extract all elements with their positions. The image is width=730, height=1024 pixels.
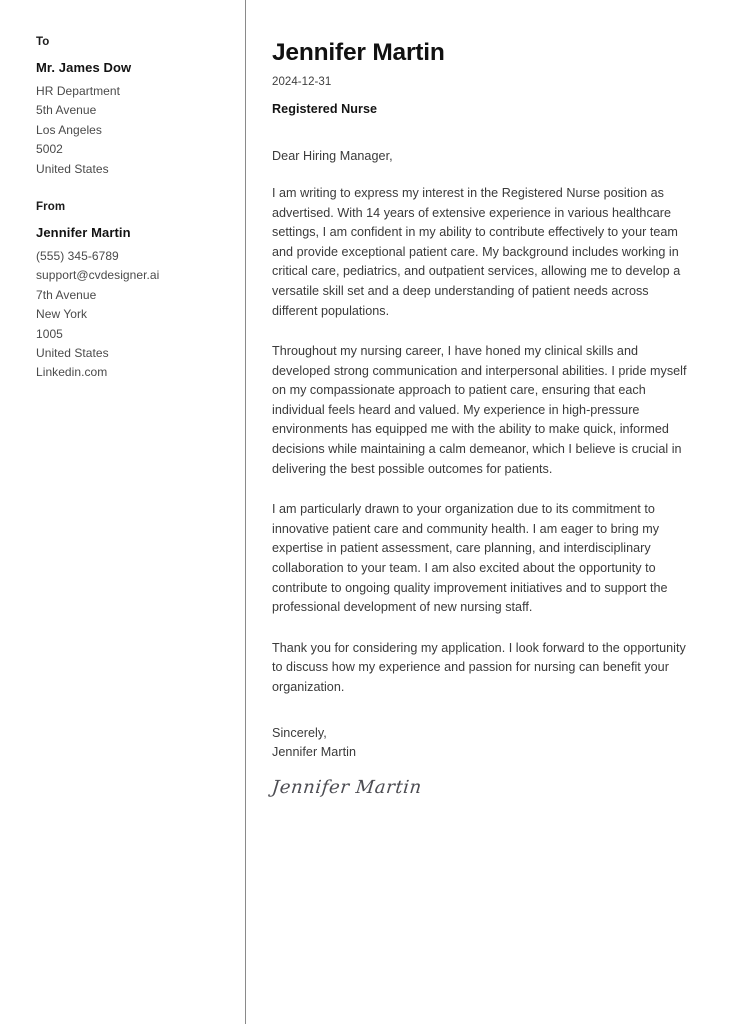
letter-job-title: Registered Nurse [272,101,378,116]
sender-email: support@cvdesigner.ai [36,268,160,283]
sidebar-spacer [36,179,231,201]
from-heading: From [36,201,66,214]
recipient-line: 5th Avenue [36,103,97,118]
recipient-name: Mr. James Dow [36,60,132,75]
recipient-block [36,36,231,179]
closing-name: Jennifer Martin [272,745,357,760]
letter-paragraph: I am writing to express my interest in the Registered Nurse position as advertised. With 14 years of extensive experience in various healthcare settings, I am confident in my ability to contribute effectively to your team and provide exceptional patient care. My background includes working in critical care, pediatrics, and outpatient services, allowing me to develop a versatile skill set and a deep understanding of patient needs across different populations. [272,185,681,318]
sender-line: 1005 [36,326,63,341]
letter-date: 2024-12-31 [272,75,332,88]
letter-main-column [272,40,694,798]
column-divider-line [245,0,246,1024]
recipient-line: 5002 [36,142,63,157]
letter-closing-block [272,724,694,799]
to-heading: To [36,36,50,48]
recipient-line: United States [36,161,109,176]
sender-name: Jennifer Martin [36,225,131,241]
sender-linkedin: Linkedin.com [36,365,108,380]
sidebar-contact-column [36,36,231,383]
letter-salutation: Dear Hiring Manager, [272,148,393,163]
sender-line: 7th Avenue [36,287,97,302]
letter-paragraph: Throughout my nursing career, I have honed my clinical skills and developed strong communication and interpersonal abilities. I pride myself on my compassionate approach to patient care, ensuring that each individual feels heard and valued. My experience in high-pressure environments has equipped me with the ability to make quick, informed decisions while maintaining a calm demeanor, which I believe is crucial in delivering the best possible outcomes for patients. [272,344,687,476]
recipient-line: Los Angeles [36,122,102,137]
closing-salutation: Sincerely, [272,725,327,740]
sender-line: United States [36,346,109,361]
sender-line: New York [36,307,88,322]
sender-phone: (555) 345-6789 [36,249,119,264]
signature-script: Jennifer Martin [270,777,423,799]
recipient-line: HR Department [36,84,121,98]
sender-block [36,201,231,383]
letter-paragraph: Thank you for considering my application. I look forward to the opportunity to discuss how my experience and passion for nursing can benefit your organization. [272,640,686,694]
letter-author-name: Jennifer Martin [272,39,445,66]
letter-paragraph: I am particularly drawn to your organization due to its commitment to innovative patient care and community health. I am eager to bring my expertise in patient assessment, care planning, and interdisciplinary collaboration to your team. I am also excited about the opportunity to contribute to ongoing quality improvement initiatives and to support the professional development of new nursing staff. [272,502,668,615]
